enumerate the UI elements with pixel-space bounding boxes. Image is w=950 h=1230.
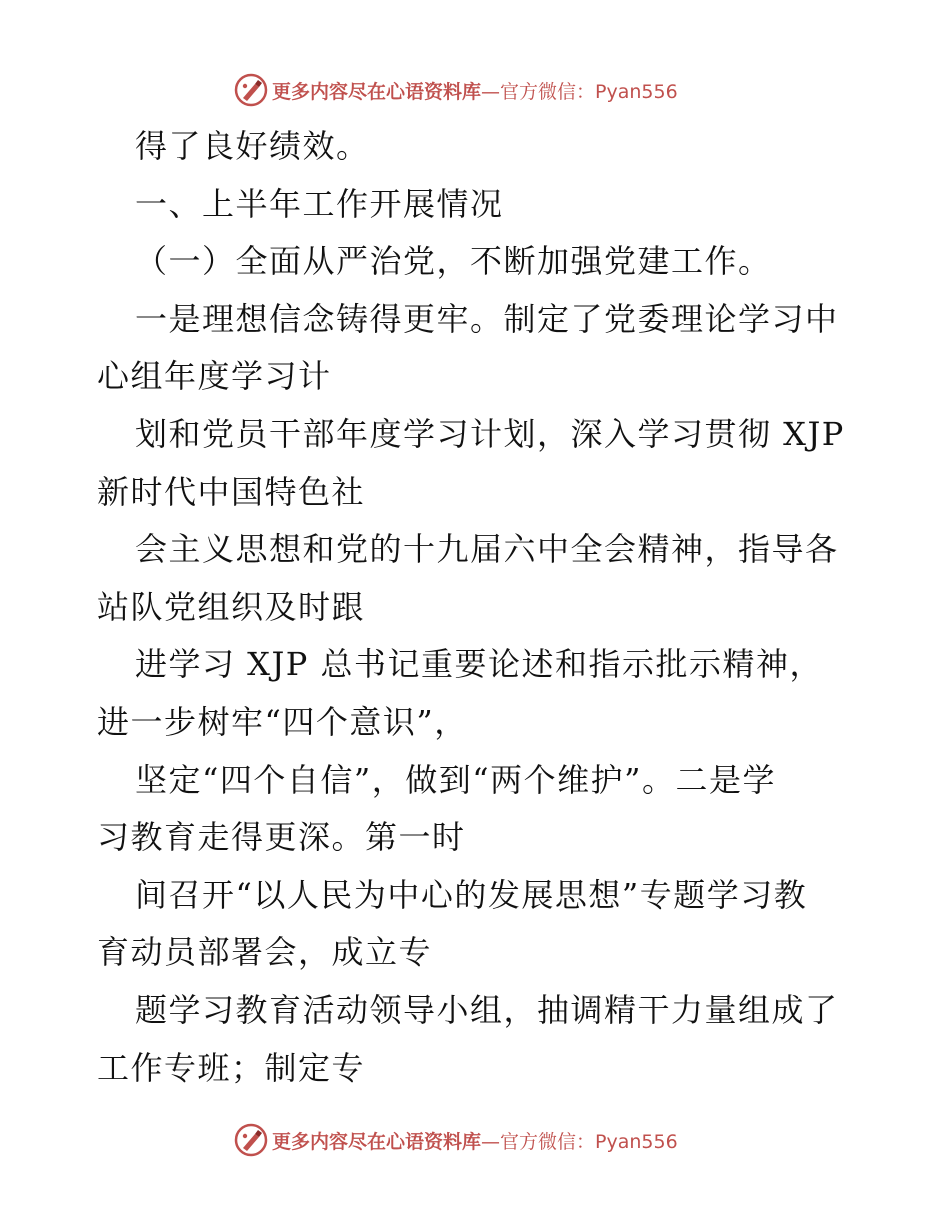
pen-logo-icon: [234, 1123, 268, 1157]
watermark-wechat-id: Pyan556: [595, 1130, 678, 1153]
document-body: [97, 118, 857, 1097]
text-line: 进一步树牢“四个意识”，: [97, 702, 468, 741]
text-line: 得了良好绩效。: [135, 127, 370, 165]
watermark-slogan: 更多内容尽在心语资料库: [272, 1130, 482, 1153]
text-line: 划和党员干部年度学习计划，深入学习贯彻 XJP: [135, 414, 845, 453]
subsection-heading: （一）全面从严治党，不断加强党建工作。: [135, 242, 772, 281]
watermark-wechat-label: 官方微信：: [500, 80, 596, 103]
section-heading: 一、上半年工作开展情况: [135, 184, 504, 223]
text-line: 育动员部署会，成立专: [97, 933, 433, 972]
footer-watermark: [234, 1122, 734, 1158]
text-line: 会主义思想和党的十九届六中全会精神，指导各: [135, 530, 839, 569]
header-watermark: [234, 72, 734, 108]
text-line: 习教育走得更深。第一时: [97, 818, 466, 857]
text-line: 坚定“四个自信”，做到“两个维护”。二是学: [135, 760, 776, 799]
watermark-dash: —: [481, 1130, 501, 1153]
text-line: 新时代中国特色社: [97, 472, 366, 511]
text-line: 题学习教育活动领导小组，抽调精干力量组成了: [135, 990, 839, 1029]
text-line: 一是理想信念铸得更牢。制定了党委理论学习中: [135, 299, 839, 338]
watermark-wechat-label: 官方微信：: [500, 1130, 596, 1153]
text-line: 心组年度学习计: [97, 357, 332, 396]
watermark-dash: —: [481, 80, 501, 103]
text-line: 进学习 XJP 总书记重要论述和指示批示精神，: [135, 645, 823, 684]
text-line: 间召开“以人民为中心的发展思想”专题学习教: [135, 875, 808, 914]
pen-logo-icon: [234, 73, 268, 107]
watermark-wechat-id: Pyan556: [595, 80, 678, 103]
watermark-slogan: 更多内容尽在心语资料库: [272, 80, 482, 103]
text-line: 站队党组织及时跟: [97, 587, 366, 626]
text-line: 工作专班；制定专: [97, 1048, 366, 1087]
